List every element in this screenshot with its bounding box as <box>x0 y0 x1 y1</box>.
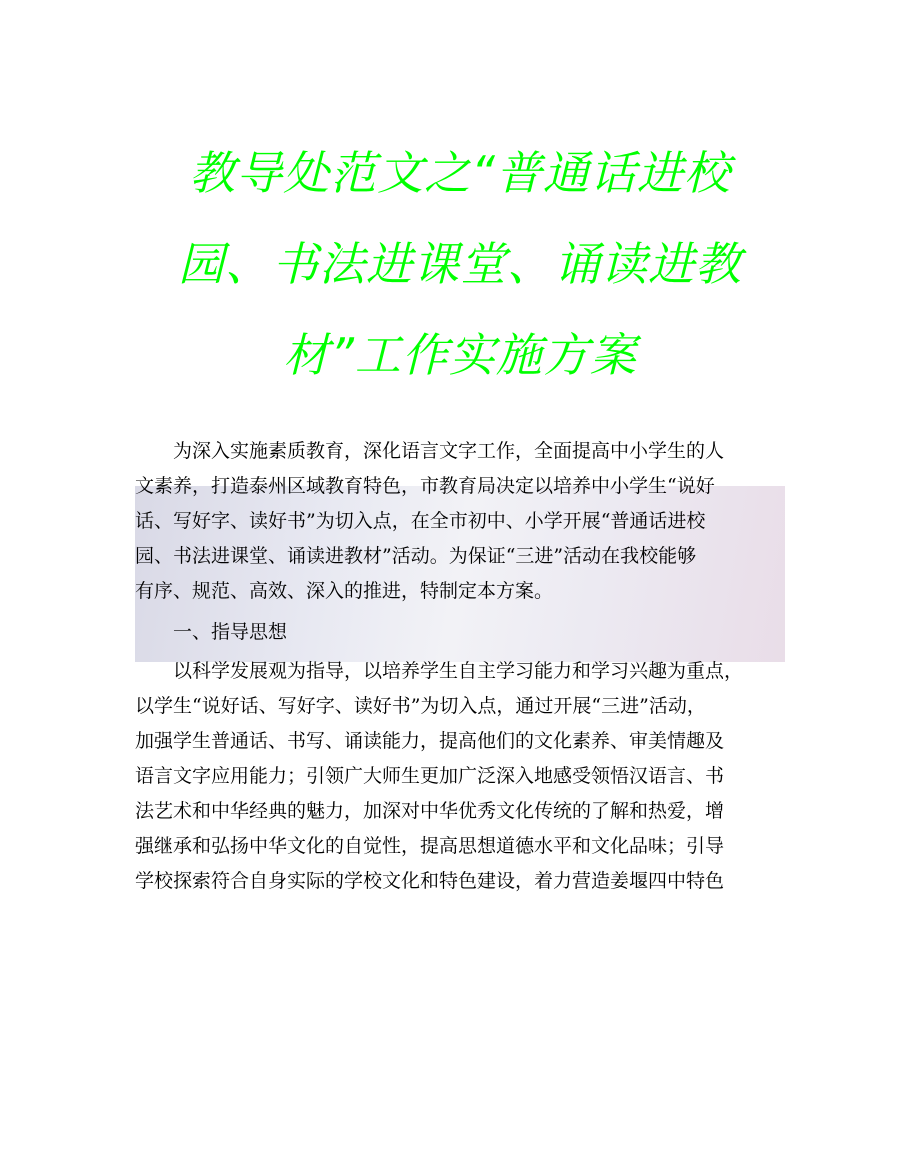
text-line: 以学生“说好话、写好字、读好书”为切入点，通过开展“三进”活动， <box>135 695 706 717</box>
section-paragraph <box>135 654 785 899</box>
text-line: 有序、规范、高效、深入的推进，特制定本方案。 <box>135 580 554 602</box>
title-line: 教导处范文之“普通话进校 <box>189 146 731 200</box>
text-line: 文素养，打造泰州区域教育特色，市教育局决定以培养中小学生“说好 <box>135 475 715 497</box>
document-title <box>135 128 785 401</box>
title-line: 园、书法进课堂、诵读进教 <box>178 237 742 291</box>
text-line: 以科学发展观为指导，以培养学生自主学习能力和学习兴趣为重点， <box>173 660 744 682</box>
section-heading-text: 一、指导思想 <box>173 621 288 643</box>
text-line: 学校探索符合自身实际的学校文化和特色建设，着力营造姜堰四中特色 <box>135 870 725 892</box>
text-line: 园、书法进课堂、诵读进教材”活动。为保证“三进”活动在我校能够 <box>135 545 697 567</box>
text-line: 为深入实施素质教育，深化语言文字工作，全面提高中小学生的人 <box>173 440 725 462</box>
intro-paragraph <box>135 434 785 609</box>
text-line: 加强学生普通话、书写、诵读能力，提高他们的文化素养、审美情趣及 <box>135 730 725 752</box>
text-line: 话、写好字、读好书”为切入点，在全市初中、小学开展“普通话进校 <box>135 510 706 532</box>
text-line: 语言文字应用能力；引领广大师生更加广泛深入地感受领悟汉语言、书 <box>135 765 725 787</box>
text-line: 强继承和弘扬中华文化的自觉性，提高思想道德水平和文化品味；引导 <box>135 835 725 857</box>
document-body <box>135 434 785 899</box>
section-heading <box>135 615 785 650</box>
title-line: 材”工作实施方案 <box>283 328 637 382</box>
text-line: 法艺术和中华经典的魅力，加深对中华优秀文化传统的了解和热爱，增 <box>135 800 725 822</box>
